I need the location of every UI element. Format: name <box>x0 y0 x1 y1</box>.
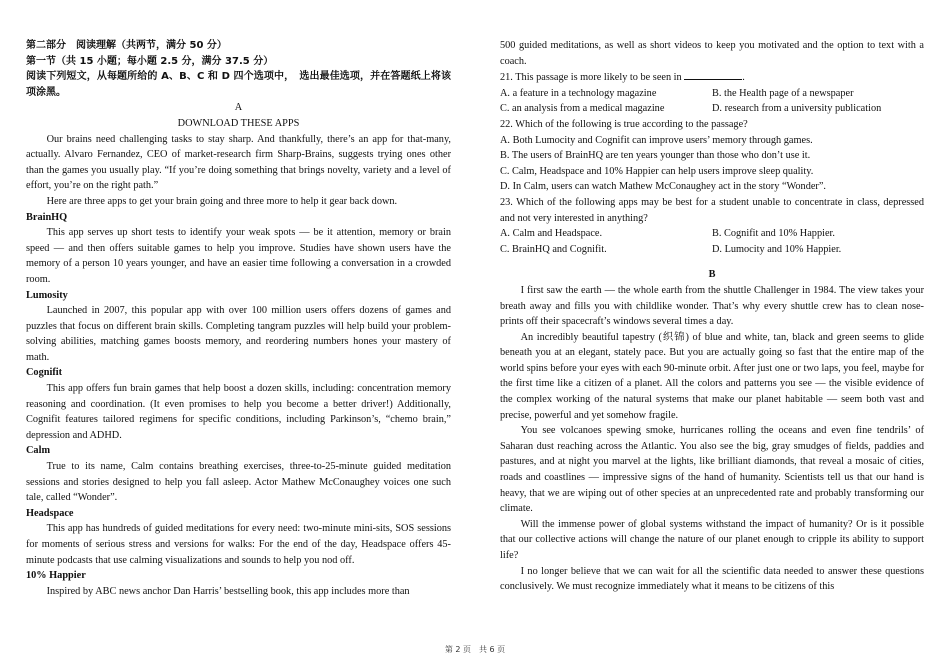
app-desc-lumosity: Launched in 2007, this popular app with over 100 million users offers dozens of games and puzzles that focus on different brain skills. Completing tangram puzzles will help build your problem-solving abilities, matching games boosts memory, and reordering numbers hones your mastery of math. <box>26 305 451 363</box>
app-desc-brainhq: This app serves up short tests to identify your weak spots — be it attention, memory or brain speed — and then offers suitable games to help you improve. Studies have shown users have the memory of a person 10 years younger, and have an easier time following a conversation in a crowded room. <box>26 227 451 285</box>
passage-b-paragraph-5: I no longer believe that we can wait for all the scientific data needed to answer these questions conclusively. We must recognize immediately what it means to be citizens of this <box>500 565 924 593</box>
question-23-option-b: B. Cognifit and 10% Happier. <box>712 228 835 240</box>
page-number: 第 2 页 共 6 页 <box>444 645 506 654</box>
passage-a-continuation: 500 guided meditations, as well as short videos to keep you motivated and the option to text with a coach. <box>500 40 924 67</box>
app-name-10-happier: 10% Happier <box>26 570 86 582</box>
question-21-option-a: A. a feature in a technology magazine <box>500 87 657 99</box>
question-22-option-c: C. Calm, Headspace and 10% Happier can help users improve sleep quality. <box>500 165 814 177</box>
passage-b-paragraph-1: I first saw the earth — the whole earth from the shuttle Challenger in 1984. The view takes your breath away and fills you with childlike wonder. That’s why every shuttle crew has to clean nose-prints off their spacecraft’s windows several times a day. <box>500 284 924 328</box>
app-name-brainhq: BrainHQ <box>26 211 68 223</box>
part-heading: 第二部分 阅读理解（共两节，满分 50 分） <box>26 40 227 51</box>
passage-b-paragraph-3: You see volcanoes spewing smoke, hurricanes rolling the oceans and even fine tendrils’ of Saharan dust reaching across the Atlantic. You also see the big, gray smudges of fields, paddies and pastures, and at night you marvel at the lights, like brilliant diamonds, that reveal a mosaic of cities, roads and coastlines — impressive signs of the hand of humanity. Scientists tell us that our hand is heavy, that we are wiping out of other species at an unprecedented rate and probably transforming our climate. <box>500 425 924 515</box>
app-desc-cognifit: This app offers fun brain games that help boost a dozen skills, including: concentration memory reasoning and coordination. (It even promises to help you become a better driver!) Additionally, Cognifit features tailored regimens for specific conditions, including Parkinson’s, “chemo brain,” depression and ADHD. <box>26 383 451 441</box>
passage-b-paragraph-2: An incredibly beautiful tapestry (织锦) of blue and white, tan, black and green seems to glide beneath you at an elegant, stately pace. But you are actually going so fast that the entire map of the world spins before your eyes with each 90-minute orbit. After just one or two laps, you feel, maybe for the first time like a citizen of a planet. All the colors and patterns you see — the visible evidence of the complex working of the natural systems that make our planet habitable — seem both vast and precise, powerful and yet somehow fragile. <box>500 331 924 421</box>
passage-a-title: DOWNLOAD THESE APPS <box>177 117 300 129</box>
question-21-stem <box>500 69 924 86</box>
spacer <box>500 257 924 267</box>
question-22-option-b: B. The users of BrainHQ are ten years younger than those who don’t use it. <box>500 150 811 162</box>
question-23-stem: 23. Which of the following apps may be best for a student unable to concentrate in class, depressed and not very interested in anything? <box>500 196 924 224</box>
question-22-option-a: A. Both Lumocity and Cognifit can improve users’ memory through games. <box>500 134 813 146</box>
passage-a-intro-1: Our brains need challenging tasks to stay sharp. And thankfully, there’s an app for that-many, actually. Alvaro Fernandez, CEO of market-research firm Sharp-Brains, suggests trying ones other than the games you usually play. “If you’re doing something that brings novelty, variety and a level of effort, you’re on the right path.” <box>26 133 451 192</box>
passage-a-intro-2: Here are three apps to get your brain going and three more to help it gear back down. <box>46 195 398 207</box>
app-name-cognifit: Cognifit <box>26 367 63 379</box>
question-22-option-d: D. In Calm, users can watch Mathew McConaughey act in the story “Wonder”. <box>500 181 827 193</box>
passage-b-label: B <box>708 269 716 281</box>
question-21-option-b: B. the Health page of a newspaper <box>712 87 854 99</box>
app-name-headspace: Headspace <box>26 507 74 519</box>
app-name-lumosity: Lumosity <box>26 289 68 301</box>
section-heading: 第一节（共 15 小题；每小题 2.5 分，满分 37.5 分） <box>26 55 274 67</box>
left-column <box>26 38 451 599</box>
passage-a-label: A <box>234 102 243 114</box>
instructions: 阅读下列短文，从每题所给的 A、B、C 和 D 四个选项中， 选出最佳选项，并在答题纸上将该项涂黑。 <box>26 71 451 98</box>
answer-blank <box>684 69 742 80</box>
right-column <box>500 38 924 595</box>
question-21-option-d: D. research from a university publication <box>712 103 882 115</box>
app-desc-headspace: This app has hundreds of guided meditations for every need: two-minute mini-sits, SOS sessions for moments of serious stress and versions for walks: For the end of the day, Headspace offers 45-minute podcasts that use calming visualizations and sounds to help you nod off. <box>26 523 451 566</box>
question-23-option-c: C. BrainHQ and Cognifit. <box>500 243 607 255</box>
question-23-option-a: A. Calm and Headspace. <box>500 228 603 240</box>
question-21-options <box>500 86 924 117</box>
question-21-text: 21. This passage is more likely to be seen in <box>500 72 682 84</box>
app-desc-calm: True to its name, Calm contains breathing exercises, three-to-25-minute guided meditation sessions and stories designed to help you fall asleep. Actor Mathew McConaughey voices one such tale, called “Wonder”. <box>26 461 451 504</box>
question-23-options <box>500 226 924 257</box>
question-23-option-d: D. Lumocity and 10% Happier. <box>712 243 842 255</box>
question-22-stem: 22. Which of the following is true according to the passage? <box>500 118 748 130</box>
app-desc-10-happier: Inspired by ABC news anchor Dan Harris’ bestselling book, this app includes more than <box>46 585 410 597</box>
app-name-calm: Calm <box>26 445 51 457</box>
question-21-option-c: C. an analysis from a medical magazine <box>500 103 665 115</box>
passage-b-paragraph-4: Will the immense power of global systems withstand the impact of humanity? Or is it possible that our collective actions will change the nature of our planet enough to cripple its ability to support life? <box>500 518 924 561</box>
question-21-stem-end: . <box>742 72 745 84</box>
